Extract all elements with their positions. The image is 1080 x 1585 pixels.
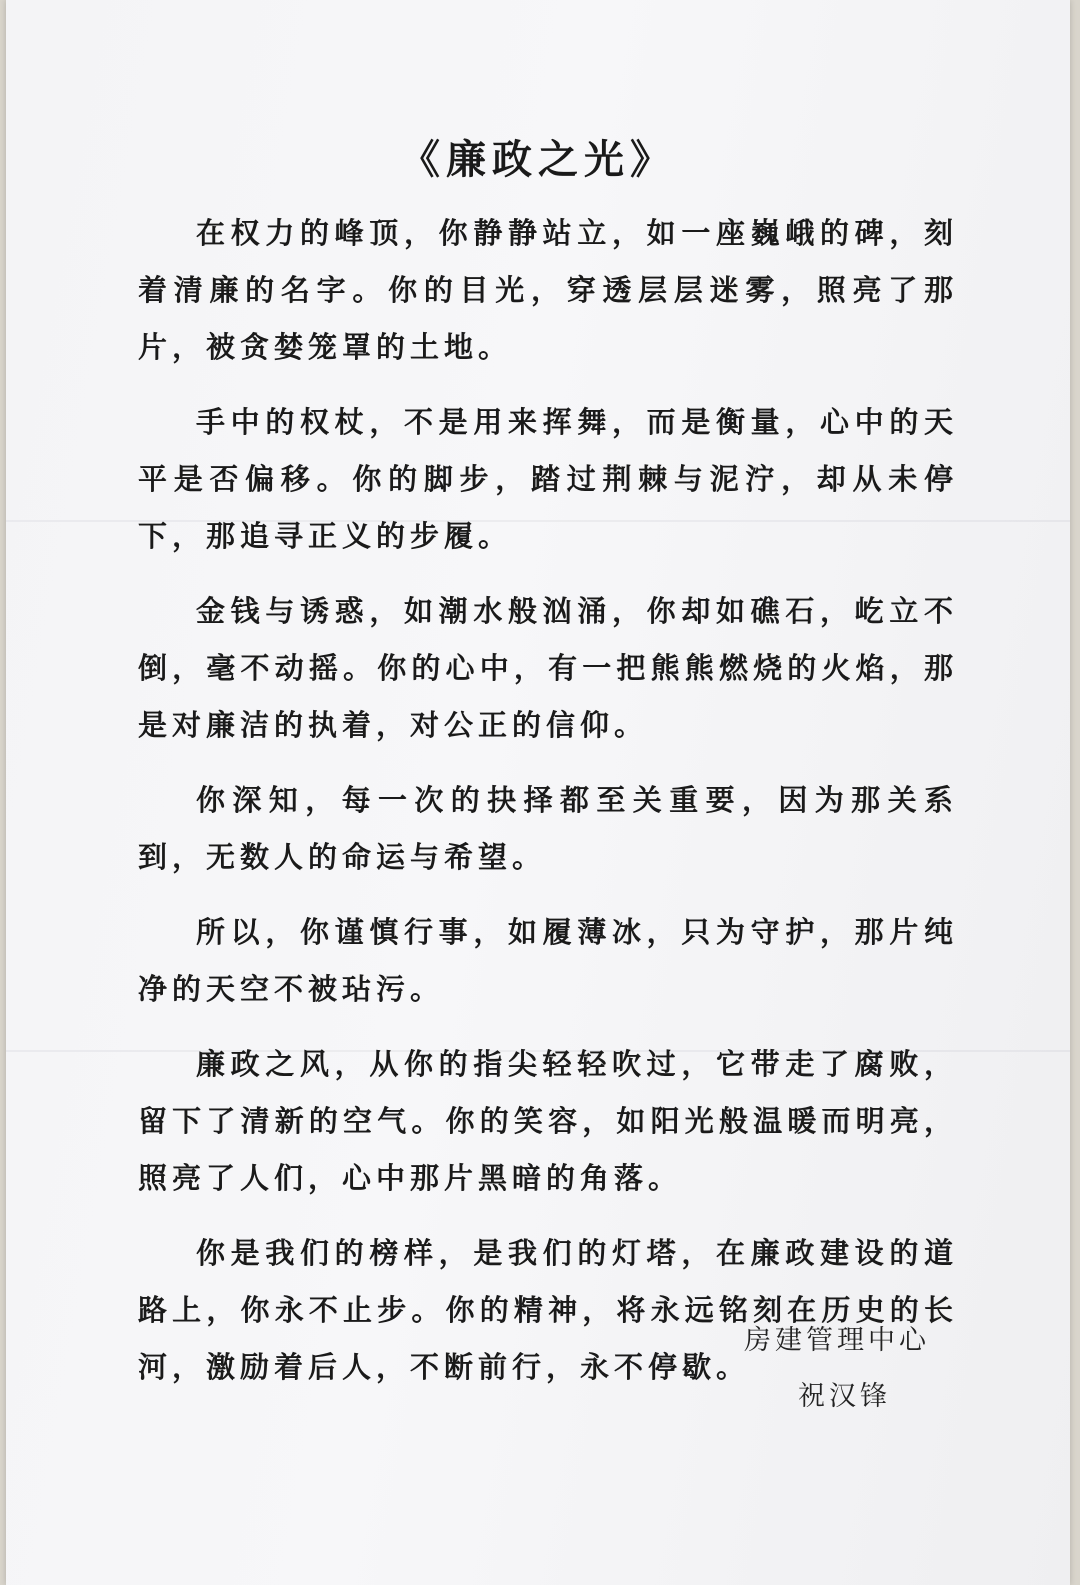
paper-sheet bbox=[6, 0, 1070, 1585]
document-body bbox=[138, 205, 958, 1414]
paragraph: 手中的权杖，不是用来挥舞，而是衡量，心中的天平是否偏移。你的脚步，踏过荆棘与泥泞，却从未停下，那追寻正义的步履。 bbox=[138, 405, 958, 553]
signature-author: 祝汉锋 bbox=[798, 1381, 891, 1412]
paragraph: 你是我们的榜样，是我们的灯塔，在廉政建设的道路上，你永不止步。你的精神，将永远铭刻在历史的长河，激励着后人，不断前行，永不停歇。 bbox=[138, 1236, 958, 1384]
paragraph: 你深知，每一次的抉择都至关重要，因为那关系到，无数人的命运与希望。 bbox=[138, 783, 958, 874]
document-title: 《廉政之光》 bbox=[400, 136, 676, 183]
paragraph: 所以，你谨慎行事，如履薄冰，只为守护，那片纯净的天空不被玷污。 bbox=[138, 915, 958, 1006]
paragraph: 金钱与诱惑，如潮水般汹涌，你却如礁石，屹立不倒，毫不动摇。你的心中，有一把熊熊燃烧的火焰，那是对廉洁的执着，对公正的信仰。 bbox=[138, 594, 958, 742]
signature-organization: 房建管理中心 bbox=[744, 1325, 930, 1356]
paragraph: 在权力的峰顶，你静静站立，如一座巍峨的碑，刻着清廉的名字。你的目光，穿透层层迷雾，照亮了那片，被贪婪笼罩的土地。 bbox=[138, 216, 958, 364]
paragraph: 廉政之风，从你的指尖轻轻吹过，它带走了腐败，留下了清新的空气。你的笑容，如阳光般温暖而明亮，照亮了人们，心中那片黑暗的角落。 bbox=[138, 1047, 958, 1195]
